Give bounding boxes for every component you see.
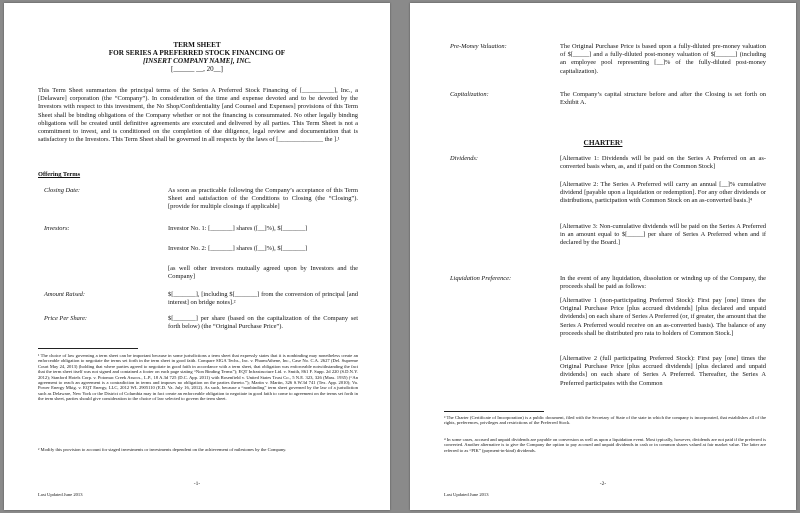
document-page-2 xyxy=(410,3,796,510)
capitalization-value: The Company’s capital structure before and after the Closing is set forth on Exhibit A. xyxy=(560,91,766,107)
investor-1-value: Investor No. 1: [_______] shares ([__]%), $[_______] xyxy=(168,225,308,232)
pre-money-valuation-value: The Original Purchase Price is based upon a fully-diluted pre-money valuation of $[_____] and a fully-diluted post-money valuation of $[______] (including an employee pool representing [__]% of the fully-diluted post-money capitalization). xyxy=(560,43,766,75)
charter-heading: CHARTER³ xyxy=(583,138,623,147)
dividends-alternative-3: [Alternative 3: Non-cumulative dividends will be paid on the Series A Preferred in an amount equal to $[_____] per share of Series A Preferred when and if declared by the Board.] xyxy=(560,223,766,247)
liquidation-intro: In the event of any liquidation, dissolution or winding up of the Company, the proceeds shall be paid as follows: xyxy=(560,275,766,291)
price-per-share-label: Price Per Share: xyxy=(44,315,88,322)
intro-paragraph: This Term Sheet summarizes the principal terms of the Series A Preferred Stock Financing of [__________], Inc., a [Delaware] corporation (the “Company”). In consideration of the time and expense devoted and to be devoted by the Investors with respect to this investment, the No Shop/Confidentiality [and Counsel and Expenses] provisions of this Term Sheet shall be binding obligations of the Company whether or not the financing is consummated. No other legally binding obligations will be created until definitive agreements are executed and delivered by all parties. This Term Sheet is not a commitment to invest, and is conditioned on the completion of due diligence, legal review and documentation that is satisfactory to the Investors. This Term Sheet shall be governed in all respects by the laws of [______________ the ].¹ xyxy=(38,87,358,144)
footnote-separator xyxy=(444,411,544,412)
footnote-2: ² Modify this provision to account for staged investments or investments dependent on the achievement of milestones by the Company. xyxy=(38,447,287,452)
page-1-footer: Last Updated June 2013 xyxy=(38,492,83,497)
investor-2-value: Investor No. 2: [_______] shares ([__]%), $[_______] xyxy=(168,245,308,252)
page-number-2: -2- xyxy=(599,481,607,487)
liquidation-alternative-2: [Alternative 2 (full participating Preferred Stock): First pay [one] times the Original Purchase Price [plus accrued dividends] [plus declared and unpaid dividends] on each share of Series A Preferred. Thereafter, the Series A Preferred participates with the Common xyxy=(560,355,766,387)
amount-raised-value: $[_______], [including $[_______] from the conversion of principal [and interest] on bridge notes].² xyxy=(168,291,358,307)
price-per-share-value: $[_______] per share (based on the capitalization of the Company set forth below) (the “Original Purchase Price”). xyxy=(168,315,358,331)
amount-raised-label: Amount Raised: xyxy=(44,291,85,298)
document-page-1 xyxy=(4,3,390,510)
footnote-1: ¹ The choice of law governing a term sheet can be important because in some jurisdictions a term sheet that expressly states that it is nonbinding may nonetheless create an enforceable obligation to negotiate the terms set forth in the term sheet in good faith. Compare SIGA Techs., Inc. v. PharmAthene, Inc., Case No. C.A. 2627 (Del. Supreme Court May 24, 2013) (holding that where parties agreed to negotiate in good faith in accordance with a term sheet, that obligation was enforceable notwithstanding the fact that the term sheet itself was not signed and contained a footer on each page stating “Non Binding Terms”); EQT Infrastructure Ltd. v. Smith, 861 F. Supp. 2d 220 (S.D.N.Y. 2012); Stanford Hotels Corp. v. Potomac Creek Assocs., L.P., 18 A.3d 725 (D.C. App. 2011) with Rosenfield v. United States Trust Co., 5 N.E. 323, 326 (Mass. 1935) (“An agreement to reach an agreement is a contradiction in terms and imposes no obligation on the parties thereto.”); Martin v. Martin, 326 S.W.3d 741 (Tex. App. 2010); Va. Power Energy Mktg. v. EQT Energy, LLC, 2012 WL 2905110 (E.D. Va. July 16, 2012). As such, because a “nonbinding” term sheet governed by the law of a jurisdiction such as Delaware, New York or the District of Columbia may in fact create an enforceable obligation to negotiate in good faith to come to agreement on the terms set forth in the term sheet, parties should give consideration to the choice of law selected to govern the term sheet. xyxy=(38,353,358,402)
other-investors-value: [as well other investors mutually agreed upon by Investors and the Company] xyxy=(168,265,358,281)
capitalization-label: Capitalization: xyxy=(450,91,489,98)
offering-terms-heading: Offering Terms xyxy=(38,171,81,178)
pre-money-valuation-label: Pre-Money Valuation: xyxy=(450,43,507,50)
dividends-alternative-2: [Alternative 2: The Series A Preferred will carry an annual [__]% cumulative dividend [payable upon a liquidation or redemption]. For any other dividends or distributions, participation with Common Stock on an as-converted basis.]⁴ xyxy=(560,181,766,205)
page-2-footer: Last Updated June 2013 xyxy=(444,492,489,497)
term-sheet-title: TERM SHEET xyxy=(173,41,221,49)
company-name-placeholder: [INSERT COMPANY NAME], INC. xyxy=(142,57,252,65)
closing-date-label: Closing Date: xyxy=(44,187,81,194)
investors-label: Investors: xyxy=(44,225,70,232)
date-placeholder: [______ __, 20__] xyxy=(171,65,223,73)
dividends-alternative-1: [Alternative 1: Dividends will be paid on the Series A Preferred on an as-converted basis when, as, and if paid on the Common Stock] xyxy=(560,155,766,171)
term-sheet-subtitle: FOR SERIES A PREFERRED STOCK FINANCING OF xyxy=(108,49,286,57)
liquidation-preference-label: Liquidation Preference: xyxy=(450,275,512,282)
page-number-1: -1- xyxy=(193,481,201,487)
liquidation-alternative-1: [Alternative 1 (non-participating Preferred Stock): First pay [one] times the Original Purchase Price [plus accrued dividends] [plus declared and unpaid dividends] on each share of Series A Preferred (or, if greater, the amount that the Series A Preferred would receive on an as-converted basis). The balance of any proceeds shall be distributed pro rata to holders of Common Stock.] xyxy=(560,297,766,337)
footnote-4: ⁴ In some cases, accrued and unpaid dividends are payable on conversion as well as upon a liquidation event. Most typically, however, dividends are not paid if the preferred is converted. Another alternative is to give the Company the option to pay accrued and unpaid dividends in cash or in common shares valued at fair market value. The latter are referred to as “PIK” (payment-in-kind) dividends. xyxy=(444,437,766,453)
dividends-label: Dividends: xyxy=(450,155,479,162)
closing-date-value: As soon as practicable following the Company’s acceptance of this Term Sheet and satisfaction of the Conditions to Closing (the “Closing”). [provide for multiple closings if applicable] xyxy=(168,187,358,211)
footnote-3: ³ The Charter (Certificate of Incorporation) is a public document, filed with the Secretary of State of the state in which the company is incorporated, that establishes all of the rights, preferences, privileges and restrictions of the Preferred Stock. xyxy=(444,415,766,426)
footnote-separator xyxy=(38,348,138,349)
